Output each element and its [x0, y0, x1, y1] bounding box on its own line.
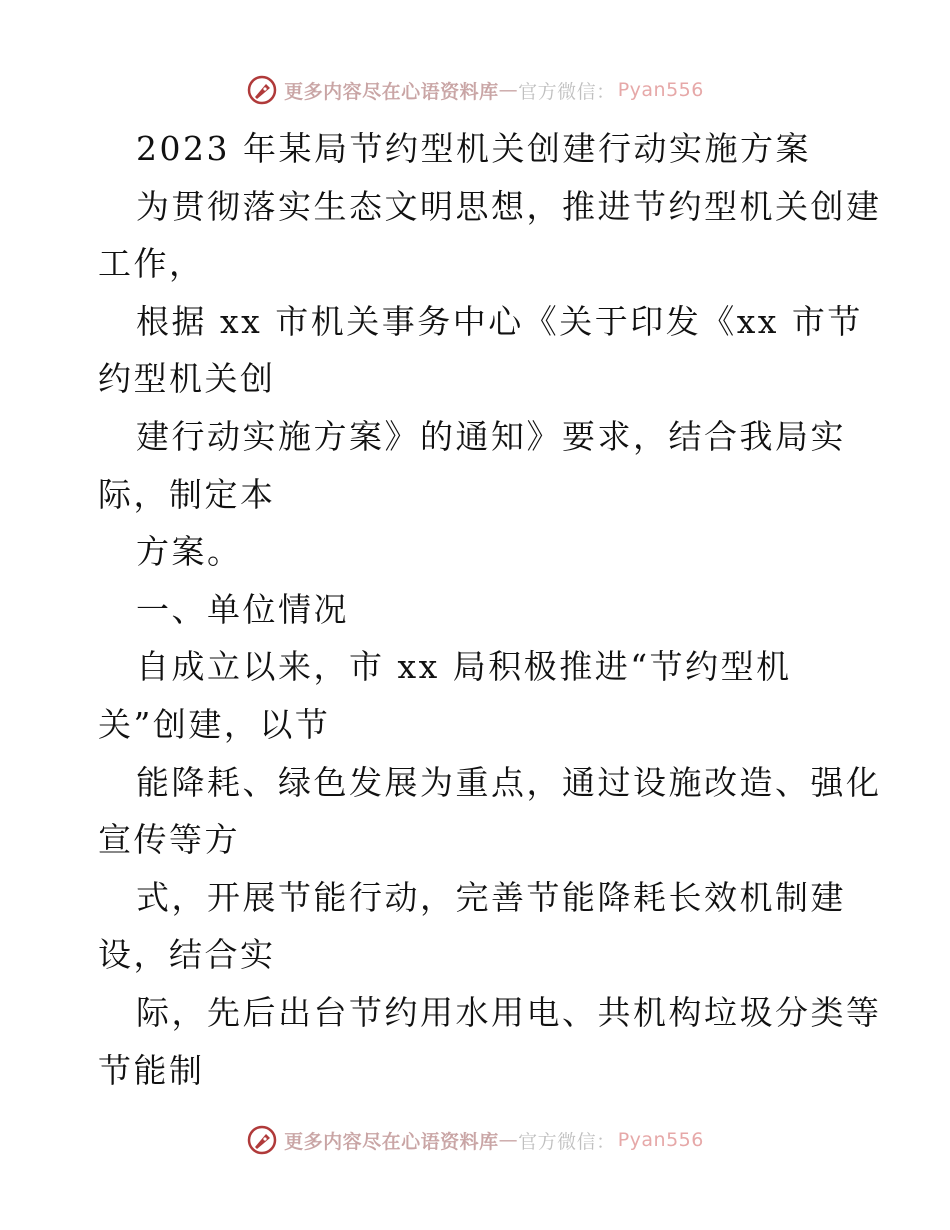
document-line: 为贯彻落实生态文明思想，推进节约型机关创建: [136, 186, 882, 226]
watermark-banner-top: [0, 70, 950, 110]
watermark-main-text: 更多内容尽在心语资料库: [284, 1130, 499, 1153]
pen-nib-logo-icon: [246, 1124, 278, 1156]
watermark-main-text: 更多内容尽在心语资料库: [284, 80, 499, 103]
pen-nib-logo-icon: [246, 74, 278, 106]
watermark-wechat-id: Pyan556: [617, 1129, 704, 1151]
watermark-wechat-label: 官方微信：: [518, 1130, 616, 1153]
document-line: 设，结合实: [98, 935, 276, 975]
document-line: 约型机关创: [98, 359, 276, 399]
document-body: [98, 120, 882, 1099]
document-line: 际，先后出台节约用水用电、共机构垃圾分类等: [136, 992, 882, 1032]
document-line: 2023 年某局节约型机关创建行动实施方案: [136, 129, 811, 168]
watermark-separator: —: [498, 79, 519, 101]
watermark-separator: —: [498, 1129, 519, 1151]
document-line: 一、单位情况: [136, 589, 349, 629]
watermark-wechat-id: Pyan556: [617, 79, 704, 101]
document-line: 自成立以来，市 xx 局积极推进“节约型机: [136, 647, 792, 687]
document-line: 建行动实施方案》的通知》要求，结合我局实: [136, 416, 846, 456]
document-line: 际，制定本: [98, 474, 276, 514]
document-line: 式，开展节能行动，完善节能降耗长效机制建: [136, 877, 846, 917]
document-line: 工作，: [98, 244, 205, 284]
watermark-wechat-label: 官方微信：: [518, 80, 616, 103]
document-line: 根据 xx 市机关事务中心《关于印发《xx 市节: [136, 301, 863, 341]
document-line: 关”创建，以节: [98, 704, 331, 744]
document-line: 方案。: [136, 532, 243, 572]
watermark-banner-bottom: [0, 1120, 950, 1160]
document-line: 节能制: [98, 1050, 205, 1090]
document-line: 能降耗、绿色发展为重点，通过设施改造、强化: [136, 762, 882, 802]
document-line: 宣传等方: [98, 820, 240, 860]
